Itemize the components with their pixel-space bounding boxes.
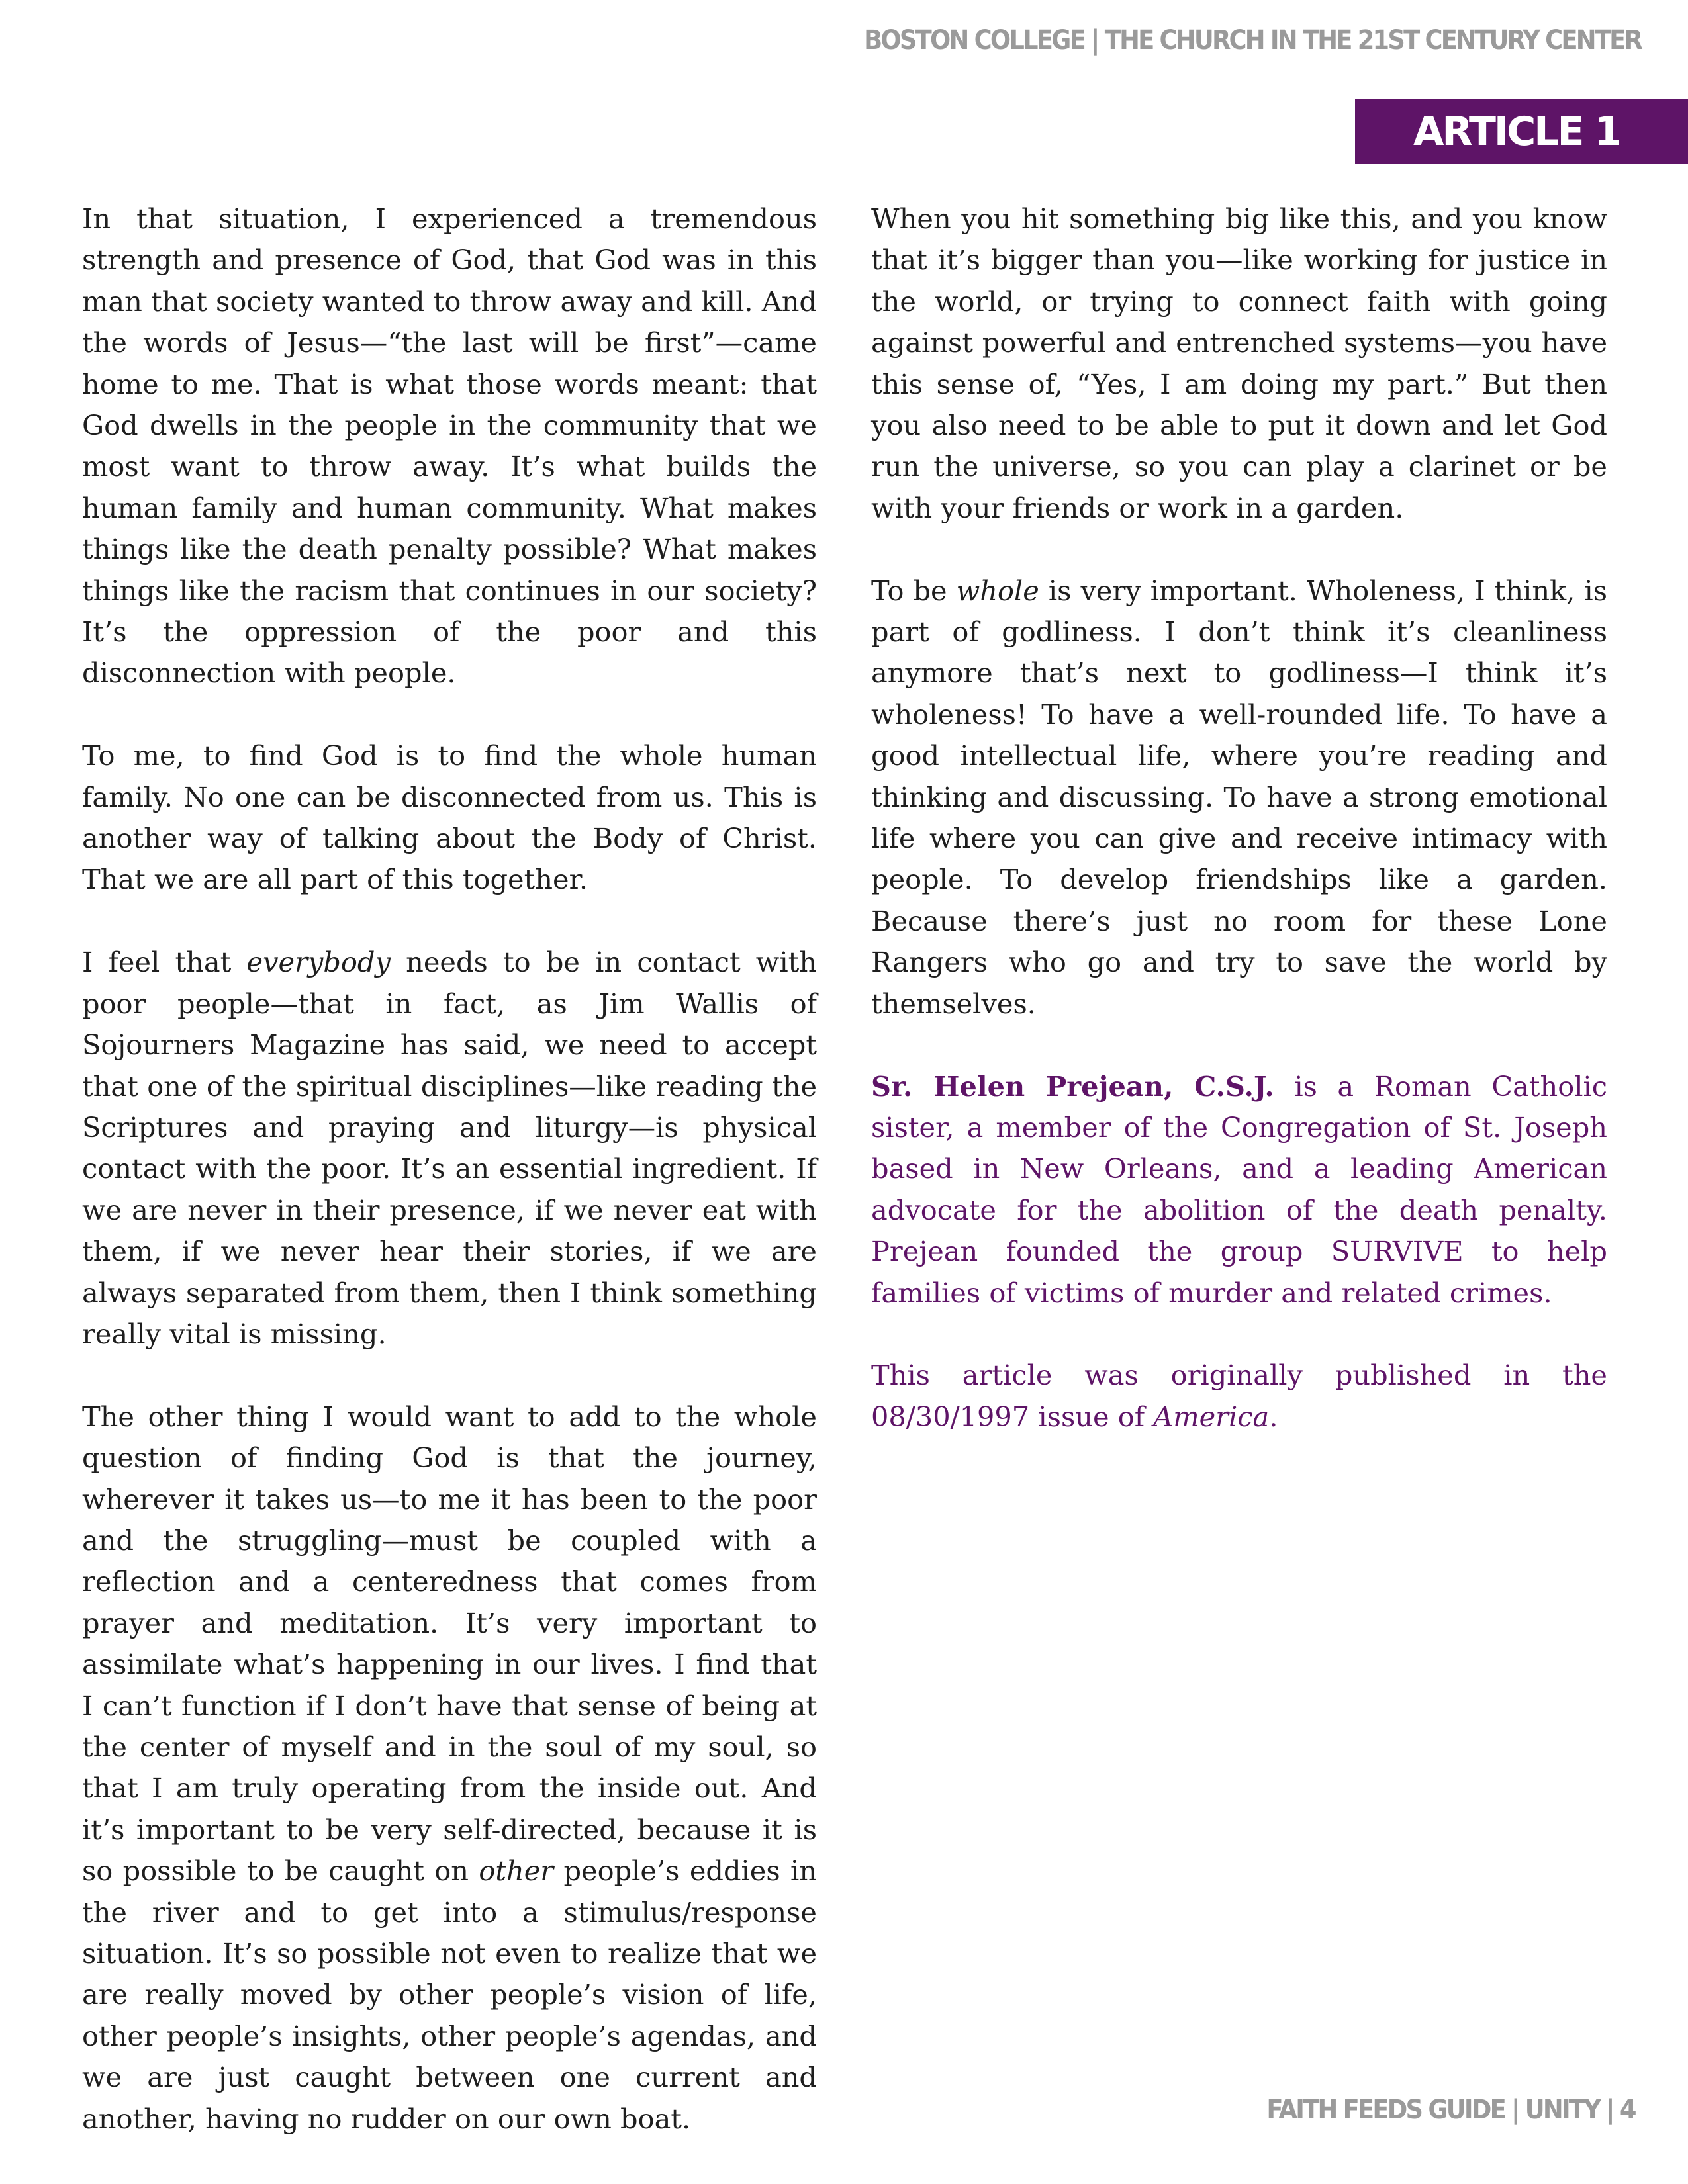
article-label-banner: ARTICLE 1 bbox=[1355, 99, 1688, 164]
source-text: This article was originally published in the 08/30/1997 issue of bbox=[871, 1359, 1607, 1433]
paragraph-text: I feel that bbox=[82, 946, 247, 979]
paragraph bbox=[82, 1396, 817, 2140]
author-name: Sr. Helen Prejean, C.S.J. bbox=[871, 1069, 1274, 1103]
paragraph-text: To be bbox=[871, 574, 957, 607]
source-note bbox=[871, 1355, 1607, 1437]
paragraph-text: people’s eddies in the river and to get into a stimulus/response situation. It’s so possible not even to realize that we are really moved by other people’s vision of life, other people’s insights, other people’s agendas, and we are just caught between one current and another, having no rudder on our own boat. bbox=[82, 1854, 817, 2135]
author-bio bbox=[871, 1066, 1607, 1314]
paragraph: In that situation, I experienced a tremendous strength and presence of God, that God was in this man that society wanted to throw away and kill. And the words of Jesus—“the last will be first”—came home to me. That is what those words meant: that God dwells in the people in the community that we most want to throw away. It’s what builds the human family and human community. What makes things like the death penalty possible? What makes things like the racism that continues in our society? It’s the oppression of the poor and this disconnection with people. bbox=[82, 203, 817, 690]
paragraph bbox=[871, 570, 1607, 1024]
emphasis: whole bbox=[956, 574, 1039, 607]
left-column bbox=[82, 199, 817, 2140]
running-header: BOSTON COLLEGE | THE CHURCH IN THE 21ST CENTURY CENTER bbox=[863, 25, 1641, 56]
paragraph-text: needs to be in contact with poor people—that in fact, as Jim Wallis of Sojourners Magazine has said, we need to accept that one of the spiritual disciplines—like reading the Scriptures and praying and liturgy—is physical contact with the poor. It’s an essential ingredient. If we are never in their presence, if we never eat with them, if we never hear their stories, if we are always separated from them, then I think something really vital is missing. bbox=[82, 946, 817, 1350]
paragraph-text: is very important. Wholeness, I think, is part of godliness. I don’t think it’s cleanliness anymore that’s next to godliness—I think it’s wholeness! To have a well-rounded life. To have a good intellectual life, where you’re reading and thinking and discussing. To have a strong emotional life where you can give and receive intimacy with people. To develop friendships like a garden. Because there’s just no room for these Lone Rangers who go and try to save the world by themselves. bbox=[871, 574, 1608, 1020]
paragraph bbox=[82, 942, 817, 1355]
paragraph: When you hit something big like this, and you know that it’s bigger than you—like working for justice in the world, or trying to connect faith with going against powerful and entrenched systems—you have this sense of, “Yes, I am doing my part.” But then you also need to be able to put it down and let God run the universe, so you can play a clarinet or be with your friends or work in a garden. bbox=[871, 203, 1607, 524]
author-bio-text: is a Roman Catholic sister, a member of the Congregation of St. Joseph based in New Orleans, and a leading American advocate for the abolition of the death penalty. Prejean founded the group SURVIVE to help families of victims of murder and related crimes. bbox=[871, 1069, 1607, 1309]
page-footer: FAITH FEEDS GUIDE | UNITY | 4 bbox=[1266, 2095, 1635, 2125]
right-column bbox=[871, 199, 1607, 1437]
emphasis: everybody bbox=[246, 946, 391, 979]
emphasis: other bbox=[479, 1854, 554, 1888]
source-text: . bbox=[1269, 1400, 1278, 1433]
publication-title: America bbox=[1153, 1400, 1270, 1433]
paragraph-text: The other thing I would want to add to the whole question of finding God is that the journey, wherever it takes us—to me it has been to the poor and the struggling—must be coupled with a reflection and a centeredness that comes from prayer and meditation. It’s very important to assimilate what’s happening in our lives. I find that I can’t function if I don’t have that sense of being at the center of myself and in the soul of my soul, so that I am truly operating from the inside out. And it’s important to be very self-directed, because it is so possible to be caught on bbox=[82, 1400, 817, 1888]
paragraph: To me, to find God is to find the whole human family. No one can be disconnected from us. This is another way of talking about the Body of Christ. That we are all part of this together. bbox=[82, 739, 817, 896]
